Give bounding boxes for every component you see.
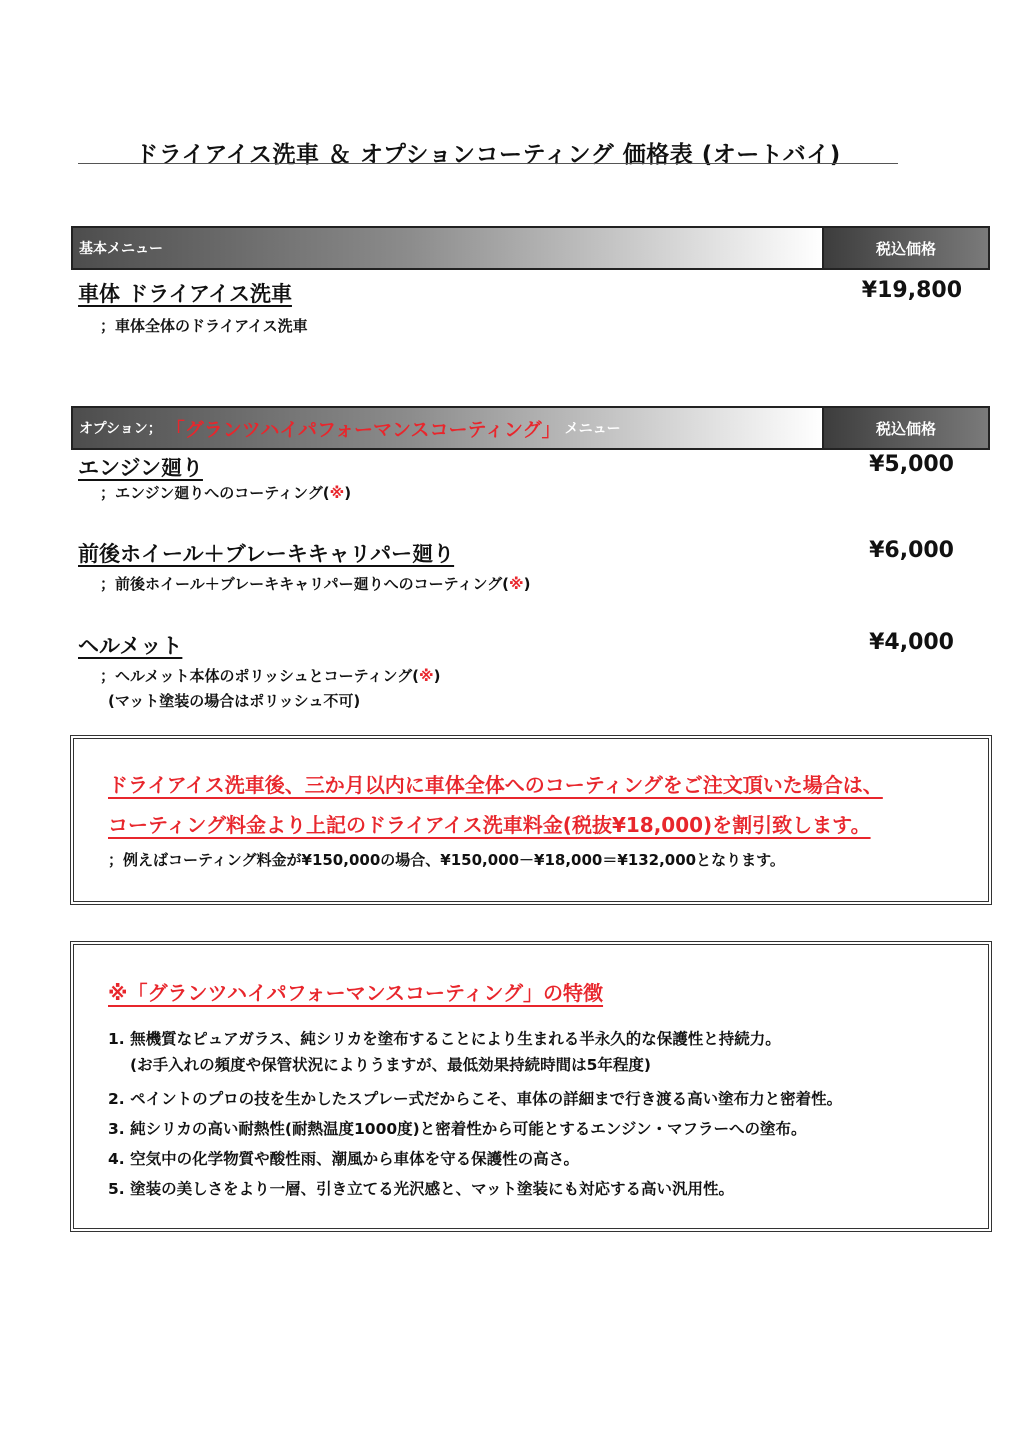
- option-item-price: ¥4,000: [869, 630, 954, 655]
- option-header-prefix: オプション；: [79, 421, 162, 437]
- option-header-suffix: メニュー: [564, 421, 621, 437]
- option-item-note: (マット塗装の場合はポリッシュ不可): [108, 692, 361, 710]
- title-underline: [78, 163, 898, 164]
- option-item-name: ヘルメット: [78, 634, 183, 658]
- feature-item: 3. 純シリカの高い耐熱性(耐熱温度1000度)と密着性から可能とするエンジン・マフラーへの塗布。: [108, 1120, 807, 1138]
- basic-item-desc: ；車体全体のドライアイス洗車: [100, 317, 308, 335]
- feature-item-note: (お手入れの頻度や保管状況によりうますが、最低効果持続時間は5年程度): [130, 1056, 651, 1074]
- discount-line-1: ドライアイス洗車後、三か月以内に車体全体へのコーティングをご注文頂いた場合は、: [108, 773, 883, 797]
- basic-menu-header-label: 基本メニュー: [73, 228, 822, 268]
- basic-item-name: 車体 ドライアイス洗車: [78, 282, 292, 306]
- note-mark: ※: [419, 667, 434, 685]
- option-item-desc: ；ヘルメット本体のポリッシュとコーティング(※): [100, 667, 441, 685]
- basic-item-price: ¥19,800: [861, 278, 962, 303]
- features-box: [70, 941, 992, 1232]
- features-title: ※「グランツハイパフォーマンスコーティング」の特徴: [108, 981, 604, 1005]
- option-menu-header: [71, 406, 990, 450]
- page-title: ドライアイス洗車 ＆ オプションコーティング 価格表 (オートバイ): [135, 142, 841, 168]
- note-mark: ※: [329, 484, 345, 502]
- option-item-desc: ；前後ホイール＋ブレーキキャリパー廻りへのコーティング(※): [100, 575, 531, 593]
- option-item-desc: ；エンジン廻りへのコーティング(※): [100, 484, 352, 502]
- option-price-header: 税込価格: [822, 408, 988, 448]
- option-item-price: ¥5,000: [869, 452, 954, 477]
- discount-box: [70, 735, 992, 905]
- feature-item: 5. 塗装の美しさをより一層、引き立てる光沢感と、マット塗装にも対応する高い汎用性。: [108, 1180, 734, 1198]
- option-item-name: エンジン廻り: [78, 456, 203, 480]
- option-item-name: 前後ホイール＋ブレーキキャリパー廻り: [78, 542, 455, 566]
- feature-item: 4. 空気中の化学物質や酸性雨、潮風から車体を守る保護性の高さ。: [108, 1150, 579, 1168]
- option-menu-header-label: [73, 408, 822, 448]
- discount-line-2: コーティング料金より上記のドライアイス洗車料金(税抜¥18,000)を割引致します。: [108, 813, 871, 837]
- option-header-coating-name: 「グランツハイパフォーマンスコーティング」: [165, 418, 561, 441]
- option-item-price: ¥6,000: [869, 538, 954, 563]
- feature-item: 2. ペイントのプロの技を生かしたスプレー式だからこそ、車体の詳細まで行き渡る高い塗布力と密着性。: [108, 1090, 843, 1108]
- basic-menu-header: [71, 226, 990, 270]
- discount-example: ；例えばコーティング料金が¥150,000の場合、¥150,000－¥18,000＝¥132,000となります。: [108, 851, 785, 869]
- feature-item: 1. 無機質なピュアガラス、純シリカを塗布することにより生まれる半永久的な保護性と持続力。: [108, 1030, 781, 1048]
- note-mark: ※: [509, 575, 524, 593]
- basic-price-header: 税込価格: [822, 228, 988, 268]
